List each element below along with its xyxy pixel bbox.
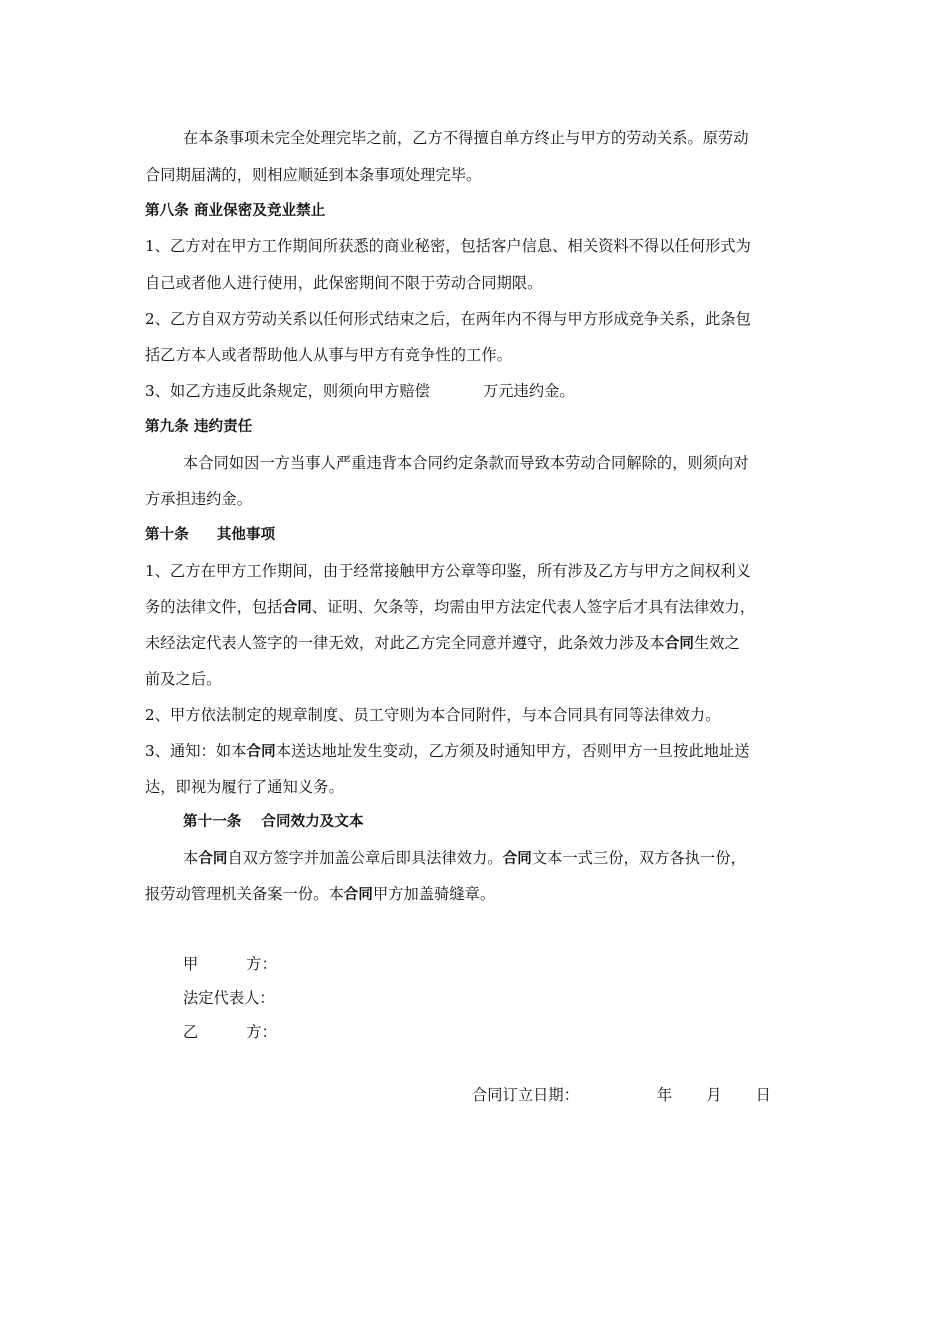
- art7-paragraph-line1: 在本条事项未完全处理完毕之前，乙方不得擅自单方终止与甲方的劳动关系。原劳动: [183, 129, 749, 147]
- art10-item1-line2: [145, 597, 755, 618]
- text-run: 本送达地址发生变动，乙方须及时通知甲方，否则甲方一旦按此地址送: [275, 742, 750, 760]
- legal-representative-label: 法定代表人：: [183, 989, 275, 1007]
- art9-paragraph-line1: 本合同如因一方当事人严重违背本合同约定条款而导致本劳动合同解除的，则须向对: [183, 454, 749, 472]
- art8-item3: [145, 381, 575, 401]
- year-label: 年: [657, 1086, 673, 1104]
- art8-item1-line1: 1、乙方对在甲方工作期间所获悉的商业秘密，包括客户信息、相关资料不得以任何形式为: [145, 237, 751, 255]
- text-run: 本: [183, 849, 199, 867]
- text-run: 未经法定代表人签字的一律无效，对此乙方完全同意并遵守，此条效力涉及本: [145, 634, 665, 652]
- text-run: 方：: [246, 1023, 277, 1041]
- art8-heading: 第八条 商业保密及竞业禁止: [145, 203, 326, 219]
- text-run: 乙: [183, 1023, 199, 1041]
- bold-term: 合同: [282, 600, 312, 616]
- art10-heading-number: 第十条: [145, 527, 189, 543]
- art8-item3-suffix: 万元违约金。: [482, 382, 575, 400]
- art11-heading: [183, 812, 364, 832]
- party-b-label: [183, 1022, 277, 1042]
- text-run: 生效之: [693, 634, 740, 652]
- text-run: 自双方签字并加盖公章后即具法律效力。: [227, 849, 503, 867]
- art11-line1: [183, 848, 746, 869]
- party-a-label: [183, 954, 277, 974]
- text-run: 方：: [246, 955, 277, 973]
- bold-term: 合同: [664, 636, 694, 652]
- contract-date-line: [472, 1085, 771, 1105]
- art8-item1-line2: 自己或者他人进行使用，此保密期间不限于劳动合同期限。: [145, 274, 543, 292]
- art8-item2-line1: 2、乙方自双方劳动关系以任何形式结束之后，在两年内不得与甲方形成竞争关系，此条包: [145, 310, 751, 328]
- art11-heading-title: 合同效力及文本: [261, 814, 364, 830]
- art9-heading: 第九条 违约责任: [145, 419, 253, 435]
- text-run: 甲方加盖骑缝章。: [372, 885, 496, 903]
- art10-item1-line3: [145, 633, 740, 654]
- bold-term: 合同: [198, 851, 228, 867]
- art8-item2-line2: 括乙方本人或者帮助他人从事与甲方有竞争性的工作。: [145, 346, 512, 364]
- art10-item3-line2: 达，即视为履行了通知义务。: [145, 778, 344, 796]
- text-run: 3、通知：如本: [145, 742, 247, 760]
- month-label: 月: [706, 1086, 722, 1104]
- art10-item3-line1: [145, 741, 750, 762]
- art8-item3-text: 3、如乙方违反此条规定，则须向甲方赔偿: [145, 382, 430, 400]
- art7-paragraph-line2: 合同期届满的，则相应顺延到本条事项处理完毕。: [145, 166, 482, 184]
- bold-term: 合同: [502, 851, 532, 867]
- text-run: 甲: [183, 955, 199, 973]
- text-run: 务的法律文件，包括: [145, 598, 283, 616]
- text-run: 报劳动管理机关备案一份。本: [145, 885, 344, 903]
- day-label: 日: [755, 1086, 771, 1104]
- bold-term: 合同: [246, 744, 276, 760]
- art10-item1-line4: 前及之后。: [145, 670, 222, 688]
- art10-heading: [145, 525, 275, 545]
- art10-item2: 2、甲方依法制定的规章制度、员工守则为本合同附件，与本合同具有同等法律效力。: [145, 706, 721, 724]
- art11-line2: [145, 884, 495, 905]
- art10-heading-title: 其他事项: [216, 527, 276, 543]
- art11-heading-number: 第十一条: [183, 814, 242, 830]
- art9-paragraph-line2: 方承担违约金。: [145, 490, 253, 508]
- text-run: 、证明、欠条等，均需由甲方法定代表人签字后才具有法律效力，: [311, 598, 756, 616]
- text-run: 文本一式三份，双方各执一份，: [531, 849, 746, 867]
- bold-term: 合同: [343, 887, 373, 903]
- date-label: 合同订立日期：: [472, 1086, 580, 1104]
- art10-item1-line1: 1、乙方在甲方工作期间，由于经常接触甲方公章等印鉴，所有涉及乙方与甲方之间权利义: [145, 562, 751, 580]
